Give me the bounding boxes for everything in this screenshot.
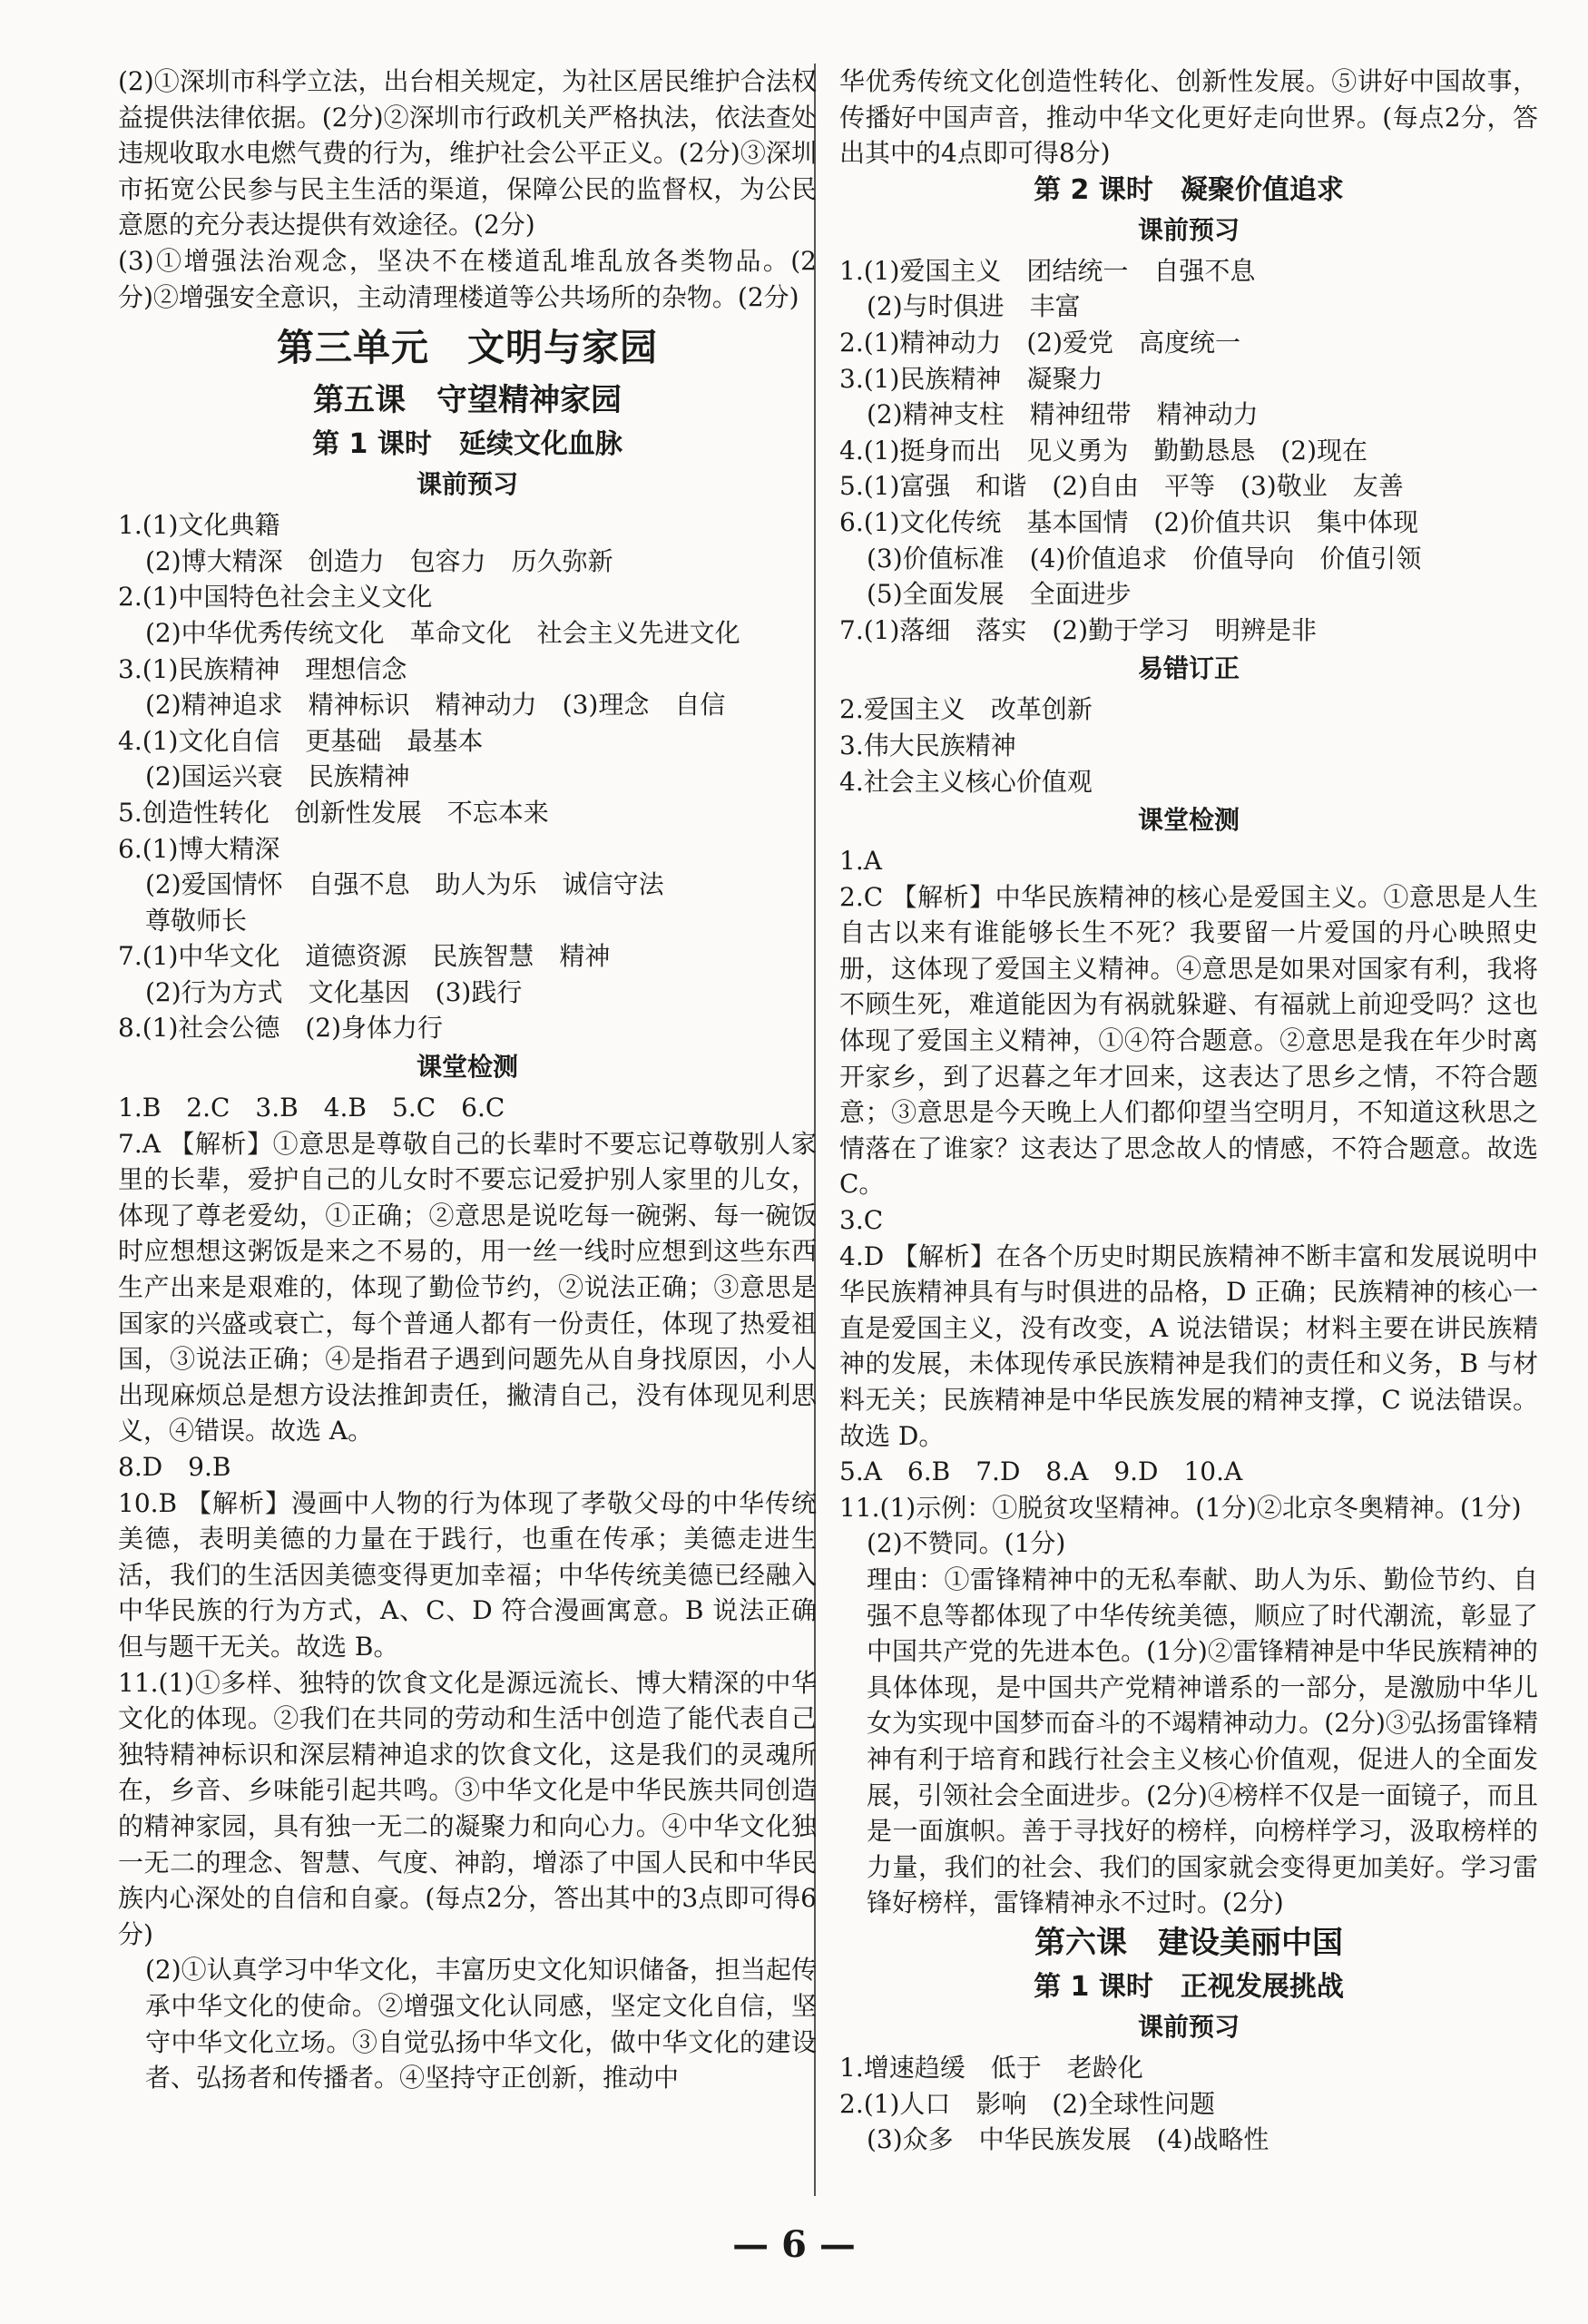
list-item: 5.(1)富强 和谐 (2)自由 平等 (3)敬业 友善 — [839, 471, 1404, 502]
section-label: 课前预习 — [416, 469, 518, 500]
lesson-title: 第六课 建设美丽中国 — [1034, 1924, 1343, 1961]
list-item: 3.C — [839, 1205, 884, 1236]
list-item: 2.(1)精神动力 (2)爱党 高度统一 — [839, 327, 1241, 358]
list-item: (5)全面发展 全面进步 — [867, 579, 1132, 610]
list-item: 6.(1)博大精深 — [118, 833, 280, 864]
list-item: 7.A 【解析】①意思是尊敬自己的长辈时不要忘记尊敬别人家里的长辈，爱护自己的儿女时不要忘记爱护别人家里的儿女，体现了尊老爱幼，①正确；②意思是说吃每一碗粥、每一碗饭时应想想这粥饭是来之不易的，用一丝一线时应想到这些东西生产出来是艰难的，体现了勤俭节约，②说法正确；③意思是国家的兴盛或衰亡，每个普通人都有一份责任，体现了热爱祖国，③说法正确；④是指君子遇到问题先从自身找原因，小人出现麻烦总是想方设法推卸责任，撇清自己，没有体现见利思义，④错误。故选 A。 — [118, 1128, 817, 1446]
answer-paragraph: (2)①深圳市科学立法，出台相关规定，为社区居民维护合法权益提供法律依据。(2分)②深圳市行政机关严格执法，依法查处违规收取水电燃气费的行为，维护社会公平正义。(2分)③深圳市拓宽公民参与民主生活的渠道，保障公民的监督权，为公民意愿的充分表达提供有效途径。(2分) — [118, 66, 817, 240]
period-title: 第 2 课时 凝聚价值追求 — [1034, 173, 1344, 206]
lesson-title: 第五课 守望精神家园 — [313, 382, 622, 419]
section-label: 易错订正 — [1137, 653, 1240, 684]
list-item: 1.(1)文化典籍 — [118, 510, 280, 541]
list-item: (2)行为方式 文化基因 (3)践行 — [145, 976, 523, 1007]
answer-paragraph: 华优秀传统文化创造性转化、创新性发展。⑤讲好中国故事，传播好中国声音，推动中华文化更好走向世界。(每点2分，答出其中的4点即可得8分) — [839, 66, 1538, 169]
list-item: (2)国运兴衰 民族精神 — [145, 761, 410, 792]
list-item: 尊敬师长 — [145, 905, 248, 936]
list-item: 2.(1)人口 影响 (2)全球性问题 — [839, 2088, 1216, 2119]
list-item: 1.(1)爱国主义 团结统一 自强不息 — [839, 255, 1256, 286]
list-item: 5.A 6.B 7.D 8.A 9.D 10.A — [839, 1456, 1243, 1487]
list-item: 10.B 【解析】漫画中人物的行为体现了孝敬父母的中华传统美德，表明美德的力量在于践行，也重在传承；美德走进生活，我们的生活因美德变得更加幸福；中华传统美德已经融入中华民族的行为方式，A、C、D 符合漫画寓意。B 说法正确但与题干无关。故选 B。 — [118, 1487, 817, 1662]
section-label: 课前预习 — [1137, 214, 1240, 245]
list-item: (3)价值标准 (4)价值追求 价值导向 价值引领 — [867, 543, 1422, 574]
list-item: 7.(1)落细 落实 (2)勤于学习 明辨是非 — [839, 614, 1318, 645]
list-item: (2)博大精深 创造力 包容力 历久弥新 — [145, 545, 613, 576]
list-item: 1.B 2.C 3.B 4.B 5.C 6.C — [118, 1093, 505, 1123]
unit-title: 第三单元 文明与家园 — [277, 326, 658, 370]
list-item: 理由：①雷锋精神中的无私奉献、助人为乐、勤俭节约、自强不息等都体现了中华传统美德，顺应了时代潮流，彰显了中国共产党的先进本色。(1分)②雷锋精神是中华民族精神的具体体现，是中国共产党精神谱系的一部分，是激励中华儿女为实现中国梦而奋斗的不竭精神动力。(2分)③弘扬雷锋精神有利于培育和践行社会主义核心价值观，促进人的全面发展，引领社会全面进步。(2分)④榜样不仅是一面镜子，而且是一面旗帜。善于寻找好的榜样，向榜样学习，汲取榜样的力量，我们的社会、我们的国家就会变得更加美好。学习雷锋好榜样，雷锋精神永不过时。(2分) — [867, 1564, 1538, 1918]
list-item: 11.(1)示例：①脱贫攻坚精神。(1分)②北京冬奥精神。(1分) — [839, 1492, 1522, 1523]
list-item: (2)精神追求 精神标识 精神动力 (3)理念 自信 — [145, 690, 726, 721]
list-item: (2)中华优秀传统文化 革命文化 社会主义先进文化 — [145, 617, 740, 648]
list-item: 2.(1)中国特色社会主义文化 — [118, 582, 433, 613]
right-column — [839, 64, 1538, 2158]
page-number: — 6 — — [732, 2223, 856, 2266]
list-item: 1.A — [839, 846, 882, 877]
list-item: 8.D 9.B — [118, 1452, 231, 1482]
list-item: 3.(1)民族精神 理想信念 — [118, 653, 407, 684]
list-item: 4.社会主义核心价值观 — [839, 766, 1093, 797]
list-item: 2.爱国主义 改革创新 — [839, 694, 1093, 725]
list-item: 3.伟大民族精神 — [839, 730, 1016, 760]
list-item: (2)不赞同。(1分) — [867, 1528, 1066, 1559]
list-item: 3.(1)民族精神 凝聚力 — [839, 363, 1103, 394]
list-item: 4.D 【解析】在各个历史时期民族精神不断丰富和发展说明中华民族精神具有与时俱进的品格，D 正确；民族精神的核心一直是爱国主义，没有改变，A 说法错误；材料主要在讲民族精神的发展，未体现传承民族精神是我们的责任和义务，B 与材料无关；民族精神是中华民族发展的精神支撑，C 说法错误。故选 D。 — [839, 1240, 1538, 1451]
list-item: 4.(1)文化自信 更基础 最基本 — [118, 725, 484, 756]
list-item: 5.创造性转化 创新性发展 不忘本来 — [118, 797, 549, 828]
period-title: 第 1 课时 延续文化血脉 — [312, 428, 622, 461]
section-label: 课堂检测 — [416, 1052, 518, 1083]
section-label: 课前预习 — [1137, 2011, 1240, 2042]
list-item: 7.(1)中华文化 道德资源 民族智慧 精神 — [118, 941, 611, 972]
list-item: (3)众多 中华民族发展 (4)战略性 — [867, 2124, 1269, 2155]
period-title: 第 1 课时 正视发展挑战 — [1034, 1970, 1344, 2003]
list-item: 11.(1)①多样、独特的饮食文化是源远流长、博大精深的中华文化的体现。②我们在共同的劳动和生活中创造了能代表自己独特精神标识和深层精神追求的饮食文化，这是我们的灵魂所在，乡音、乡味能引起共鸣。③中华文化是中华民族共同创造的精神家园，具有独一无二的凝聚力和向心力。④中华文化独一无二的理念、智慧、气度、神韵，增添了中国人民和中华民族内心深处的自信和自豪。(每点2分，答出其中的3点即可得6分) — [118, 1667, 817, 1949]
list-item: (2)精神支柱 精神纽带 精神动力 — [867, 399, 1259, 430]
list-item: 1.增速趋缓 低于 老龄化 — [839, 2052, 1143, 2083]
list-item: 6.(1)文化传统 基本国情 (2)价值共识 集中体现 — [839, 506, 1419, 537]
left-column — [118, 64, 817, 2096]
section-label: 课堂检测 — [1137, 805, 1240, 836]
list-item: 4.(1)挺身而出 见义勇为 勤勤恳恳 (2)现在 — [839, 435, 1368, 466]
list-item: (2)①认真学习中华文化，丰富历史文化知识储备，担当起传承中华文化的使命。②增强文化认同感，坚定文化自信，坚守中华文化立场。③自觉弘扬中华文化，做中华文化的建设者、弘扬者和传播者。④坚持守正创新，推动中 — [145, 1955, 817, 2094]
list-item: 2.C 【解析】中华民族精神的核心是爱国主义。①意思是人生自古以来有谁能够长生不死？我要留一片爱国的丹心映照史册，这体现了爱国主义精神。④意思是如果对国家有利，我将不顾生死，难道能因为有祸就躲避、有福就上前迎受吗？这也体现了爱国主义精神，①④符合题意。②意思是我在年少时离开家乡，到了迟暮之年才回来，这表达了思乡之情，不符合题意；③意思是今天晚上人们都仰望当空明月，不知道这秋思之情落在了谁家？这表达了思念故人的情感，不符合题意。故选 C。 — [839, 881, 1538, 1200]
list-item: 8.(1)社会公德 (2)身体力行 — [118, 1013, 444, 1044]
list-item: (2)与时俱进 丰富 — [867, 291, 1081, 322]
list-item: (2)爱国情怀 自强不息 助人为乐 诚信守法 — [145, 869, 664, 900]
answer-paragraph: (3)①增强法治观念，坚决不在楼道乱堆乱放各类物品。(2分)②增强安全意识，主动清理楼道等公共场所的杂物。(2分) — [118, 245, 817, 312]
